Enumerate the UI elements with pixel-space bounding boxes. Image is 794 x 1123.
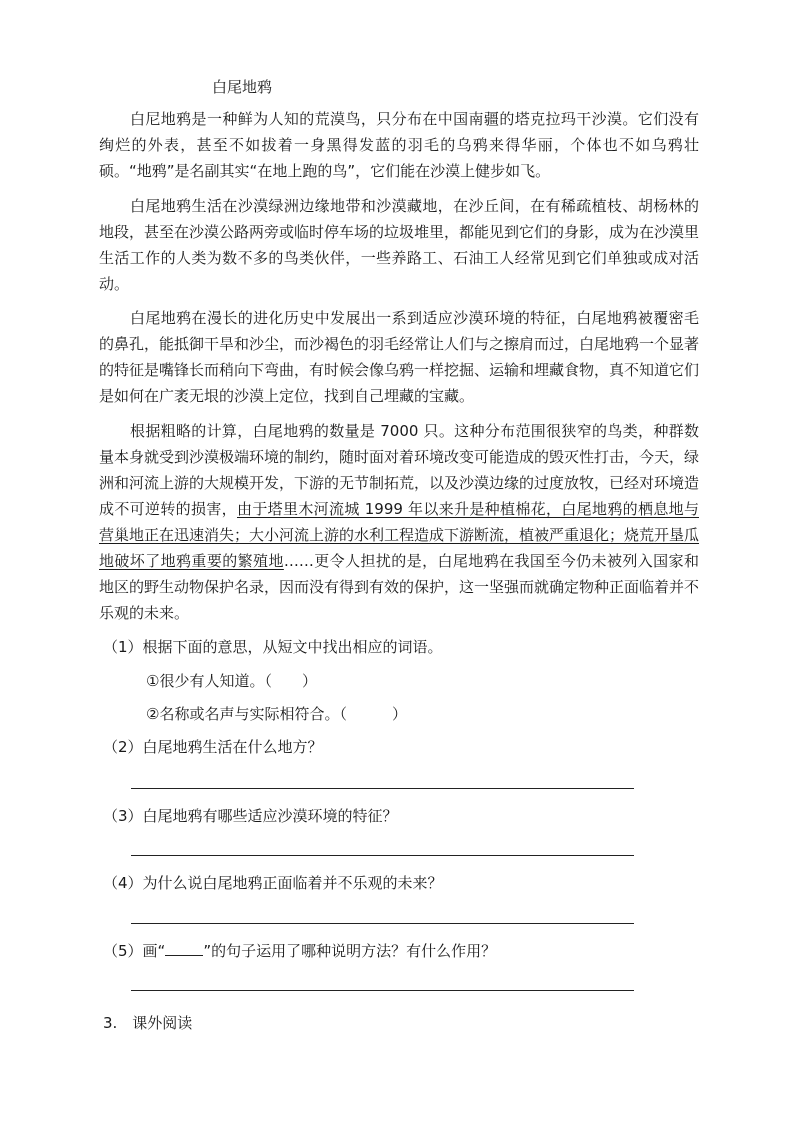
paragraph-3: 白尾地鸦在漫长的进化历史中发展出一系到适应沙漠环境的特征，白尾地鸦被覆密毛的鼻孔，能抵御干旱和沙尘，而沙褐色的羽毛经常让人们与之擦肩而过，白尾地鸦一个显著的特征是嘴锋长而稍向下弯曲，有时候会像乌鸦一样挖掘、运输和埋藏食物，真不知道它们是如何在广袤无垠的沙漠上定位，找到自己埋藏的宝藏。 (99, 309, 700, 405)
paragraph-4 (99, 418, 699, 626)
question-1-item-a: ①很少有人知道。（ ） (146, 672, 317, 690)
question-1-item-b: ②名称或名声与实际相符合。（ ） (146, 705, 407, 723)
paragraph-1: 白尼地鸦是一种鲜为人知的荒漠鸟，只分布在中国南疆的塔克拉玛干沙漠。它们没有绚烂的外表，甚至不如拔着一身黑得发蓝的羽毛的乌鸦来得华丽，个体也不如乌鸦壮硕。“地鸦”是名副其实“在地上跑的鸟”，它们能在沙漠上健步如飞。 (99, 110, 699, 180)
question-5-prefix: （5）画“ (103, 942, 166, 960)
paragraph-2: 白尾地鸦生活在沙漠绿洲边缘地带和沙漠藏地，在沙丘间，在有稀疏植枝、胡杨林的地段，甚至在沙漠公路两旁或临时停车场的垃圾堆里，都能见到它们的身影，成为在沙漠里生活工作的人类为数不多的鸟类伙伴，一些养路工、石油工人经常见到它们单独或成对活动。 (99, 197, 700, 293)
answer-line-3 (131, 855, 634, 856)
question-2: （2）白尾地鸦生活在什么地方？ (103, 738, 323, 756)
question-4: （4）为什么说白尾地鸦正面临着并不乐观的未来？ (103, 874, 443, 892)
paragraph-4-text-after: ……更令人担扰的是，白尾地鸦在我国至今仍未被列入国家和地区的野生动物保护名录，因而没有得到有效的保护，这一坚强而就确定物种正面临着并不乐观的未来。 (99, 552, 700, 622)
question-5 (103, 940, 496, 962)
article-title: 白尾地鸦 (212, 78, 273, 96)
section-heading-next: 3. 课外阅读 (103, 1014, 193, 1032)
underline-blank (165, 941, 203, 956)
paragraph-4-text-before: 根据粗略的计算，白尾地鸦的数量是 7000 只。这种分布范围很狭窄的鸟类，种群数量本身就受到沙漠极端环境的制约，随时面对着环境改变可能造成的毁灭性打击，今天，绿洲和河流上游的大规模开发，下游的无节制拓荒，以及沙漠边缘的过度放牧，已经对环境造成不可逆转的损害， (99, 422, 700, 518)
answer-line-4 (131, 923, 634, 924)
question-5-suffix: ”的句子运用了哪种说明方法？有什么作用？ (203, 942, 497, 960)
underlined-sentence: 由于塔里木河流城 1999 年以来升是种植棉花，白尾地鸦的栖息地与营巢地正在迅速消失；大小河流上游的水利工程造成下游断流，植被严重退化；烧荒开垦瓜地破坏了地鸦重要的繁殖地 (99, 500, 700, 570)
question-1: （1）根据下面的意思，从短文中找出相应的词语。 (103, 638, 443, 656)
question-3: （3）白尾地鸦有哪些适应沙漠环境的特征？ (103, 807, 398, 825)
answer-line-5 (131, 990, 634, 991)
answer-line-2 (131, 788, 634, 789)
